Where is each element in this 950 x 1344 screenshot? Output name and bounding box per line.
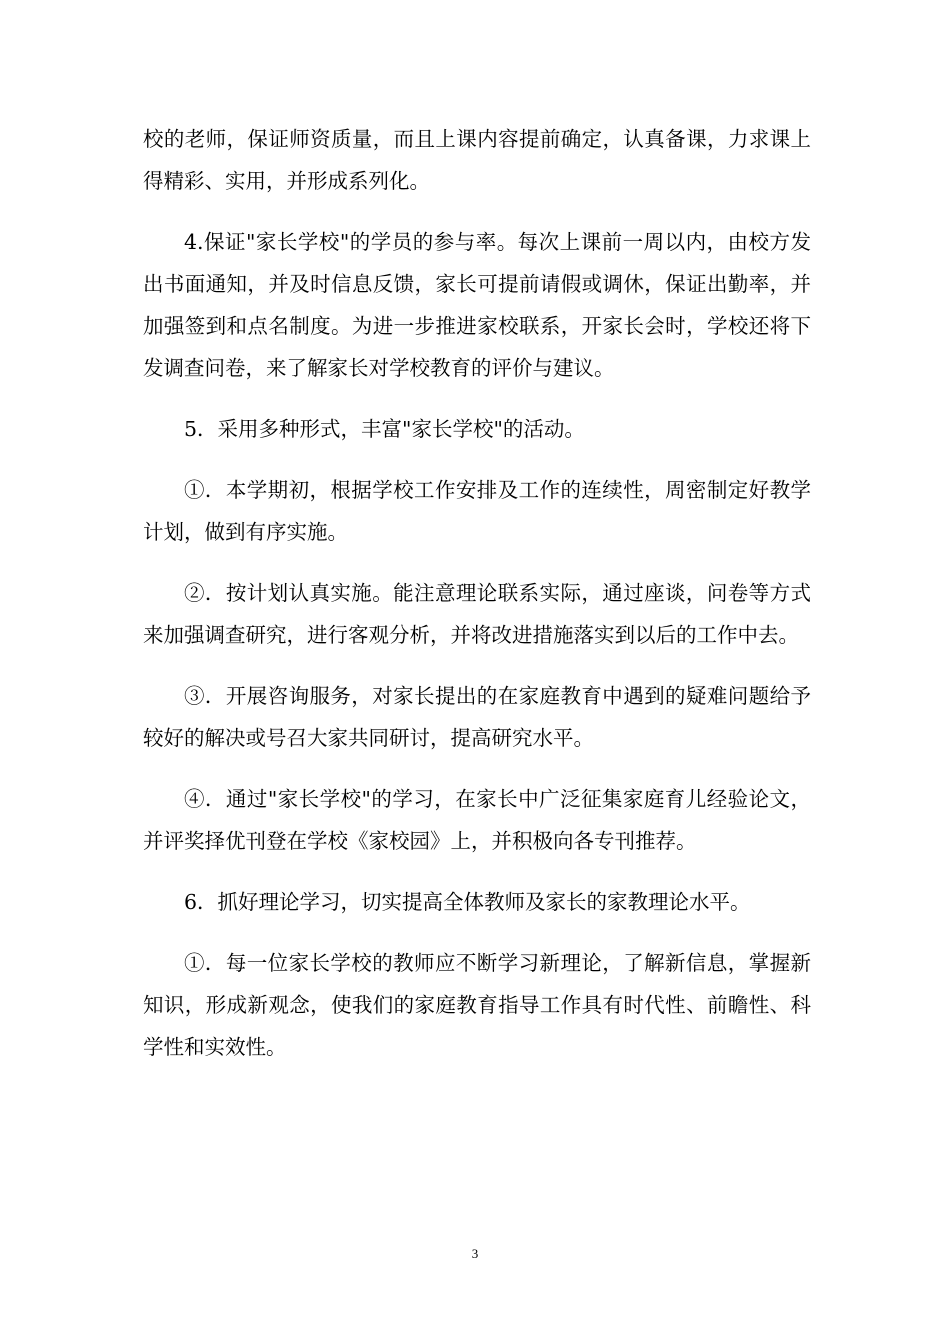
document-body (143, 118, 811, 1087)
paragraph-continuation: 校的老师，保证师资质量，而且上课内容提前确定，认真备课，力求课上得精彩、实用，并形成系列化。 (143, 127, 811, 193)
paragraph-item-5: 5．采用多种形式，丰富"家长学校"的活动。 (184, 417, 585, 441)
paragraph-item-6-1: ①．每一位家长学校的教师应不断学习新理论，了解新信息，掌握新知识，形成新观念，使我们的家庭教育指导工作具有时代性、前瞻性、科学性和实效性。 (143, 951, 811, 1059)
paragraph-item-5-3: ③．开展咨询服务，对家长提出的在家庭教育中遇到的疑难问题给予较好的解决或号召大家共同研讨，提高研究水平。 (143, 684, 811, 750)
page-number: 3 (471, 1246, 479, 1261)
paragraph-item-5-4: ④．通过"家长学校"的学习，在家长中广泛征集家庭育儿经验论文，并评奖择优刊登在学校《家校园》上，并积极向各专刊推荐。 (143, 787, 811, 853)
paragraph-item-5-2: ②．按计划认真实施。能注意理论联系实际，通过座谈，问卷等方式来加强调查研究，进行客观分析，并将改进措施落实到以后的工作中去。 (143, 581, 811, 647)
paragraph-item-6: 6．抓好理论学习，切实提高全体教师及家长的家教理论水平。 (184, 890, 751, 914)
paragraph-item-5-1: ①．本学期初，根据学校工作安排及工作的连续性，周密制定好教学计划，做到有序实施。 (143, 478, 811, 544)
paragraph-item-4: 4.保证"家长学校"的学员的参与率。每次上课前一周以内，由校方发出书面通知，并及时信息反馈，家长可提前请假或调休，保证出勤率，并加强签到和点名制度。为进一步推进家校联系，开家长会时，学校还将下发调查问卷，来了解家长对学校教育的评价与建议。 (143, 230, 811, 380)
